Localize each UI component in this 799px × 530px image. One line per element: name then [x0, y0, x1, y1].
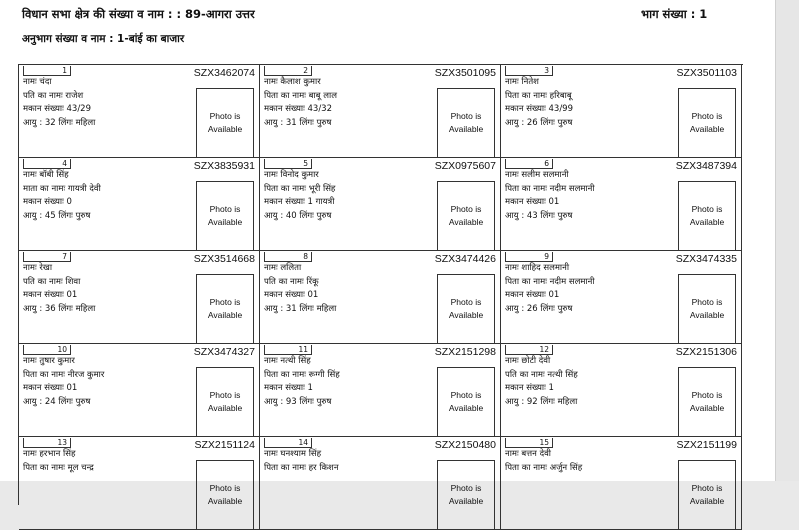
voter-name: नामः रेखा — [23, 263, 53, 273]
epic-number: SZX3501103 — [676, 67, 737, 79]
voter-info — [264, 355, 340, 409]
serial-number: 11 — [264, 345, 312, 355]
voter-name: नामः घनश्याम सिंह — [264, 449, 322, 459]
relation-name: पति का नामः राजेश — [23, 90, 84, 101]
voter-name: नामः छोटी देवी — [505, 356, 551, 366]
voter-card — [260, 344, 501, 437]
voter-name: नामः नत्थी सिंह — [264, 356, 311, 366]
voter-name: नामः चंदा — [23, 77, 52, 87]
serial-number: 7 — [23, 252, 71, 262]
voter-name: नामः हरभान सिंह — [23, 449, 76, 459]
serial-number: 2 — [264, 66, 312, 76]
voter-name: नामः सलीम सलमानी — [505, 170, 569, 180]
house-number — [505, 475, 582, 489]
voter-info — [505, 448, 582, 502]
photo-placeholder: Photo is Available — [196, 367, 254, 437]
house-number: मकान संख्याः 1 गायत्री — [264, 197, 335, 208]
age-gender — [264, 489, 339, 503]
age-gender — [23, 489, 94, 503]
epic-number: SZX3487394 — [675, 160, 737, 172]
photo-placeholder: Photo is Available — [678, 181, 736, 251]
voter-info — [264, 262, 336, 316]
voter-name: नामः विनोद कुमार — [264, 170, 319, 180]
photo-placeholder: Photo is Available — [437, 181, 495, 251]
voter-card — [501, 251, 742, 344]
relation-name: पति का नामः नत्थी सिंह — [505, 369, 578, 380]
age-gender: आयु : 45 लिंगः पुरुष — [23, 210, 91, 221]
age-gender: आयु : 36 लिंगः महिला — [23, 303, 96, 314]
voter-card — [260, 437, 501, 530]
photo-placeholder: Photo is Available — [437, 274, 495, 344]
voter-name: नामः ललिता — [264, 263, 302, 273]
voter-card — [19, 437, 260, 530]
epic-number: SZX2151124 — [194, 439, 255, 451]
photo-placeholder: Photo is Available — [437, 88, 495, 158]
house-number: मकान संख्याः 43/29 — [23, 104, 91, 115]
voter-card — [501, 344, 742, 437]
age-gender: आयु : 32 लिंगः महिला — [23, 117, 96, 128]
voter-card — [501, 158, 742, 251]
voter-info — [505, 169, 595, 223]
age-gender: आयु : 26 लिंगः पुरुष — [505, 117, 573, 128]
voter-card — [260, 158, 501, 251]
epic-number: SZX3835931 — [193, 160, 255, 172]
voter-name: नामः बत्तन देवी — [505, 449, 552, 459]
voter-info — [23, 169, 101, 223]
voter-info — [23, 76, 95, 130]
house-number: मकान संख्याः 1 — [264, 383, 313, 394]
relation-name: पिता का नामः नदीम सलमानी — [505, 183, 595, 194]
photo-placeholder: Photo is Available — [196, 181, 254, 251]
voter-name: नामः बॉबी सिंह — [23, 170, 69, 180]
relation-name: माता का नामः गायत्री देवी — [23, 183, 101, 194]
age-gender: आयु : 92 लिंगः महिला — [505, 396, 578, 407]
age-gender: आयु : 43 लिंगः पुरुष — [505, 210, 573, 221]
serial-number: 14 — [264, 438, 312, 448]
photo-placeholder: Photo is Available — [678, 460, 736, 530]
epic-number: SZX2150480 — [434, 439, 496, 451]
age-gender: आयु : 24 लिंगः पुरुष — [23, 396, 91, 407]
epic-number: SZX2151199 — [676, 439, 737, 451]
house-number: मकान संख्याः 0 — [23, 197, 72, 208]
voter-grid — [18, 64, 743, 505]
serial-number: 9 — [505, 252, 553, 262]
voter-card — [501, 65, 742, 158]
age-gender: आयु : 93 लिंगः पुरुष — [264, 396, 332, 407]
house-number: मकान संख्याः 01 — [23, 290, 78, 301]
relation-name: पिता का नामः अर्जुन सिंह — [505, 462, 583, 473]
house-number: मकान संख्याः 01 — [264, 290, 319, 301]
relation-name: पति का नामः रिंकू — [264, 276, 319, 287]
voter-info — [264, 76, 337, 130]
relation-name: पति का नामः शिवा — [23, 276, 81, 287]
photo-placeholder: Photo is Available — [196, 88, 254, 158]
voter-info — [505, 76, 573, 130]
voter-card — [501, 437, 742, 530]
relation-name: पिता का नामः बाबू लाल — [264, 90, 337, 101]
relation-name: पिता का नामः नदीम सलमानी — [505, 276, 595, 287]
photo-placeholder: Photo is Available — [678, 274, 736, 344]
age-gender: आयु : 31 लिंगः महिला — [264, 303, 337, 314]
epic-number: SZX3474426 — [434, 253, 496, 265]
voter-info — [23, 448, 94, 502]
serial-number: 5 — [264, 159, 312, 169]
voter-card — [260, 251, 501, 344]
photo-placeholder: Photo is Available — [196, 274, 254, 344]
voter-card — [19, 251, 260, 344]
house-number: मकान संख्याः 01 — [505, 290, 560, 301]
epic-number: SZX3501095 — [434, 67, 496, 79]
epic-number: SZX2151306 — [675, 346, 737, 358]
part-number: भाग संख्या : 1 — [641, 7, 708, 21]
voter-info — [23, 262, 95, 316]
epic-number: SZX2151298 — [434, 346, 496, 358]
voter-name: नामः नितेश — [505, 77, 539, 87]
voter-name: नामः तुषार कुमार — [23, 356, 75, 366]
age-gender: आयु : 26 लिंगः पुरुष — [505, 303, 573, 314]
relation-name: पिता का नामः मूल चन्द्र — [23, 462, 94, 473]
relation-name: पिता का नामः भूरी सिंह — [264, 183, 336, 194]
serial-number: 1 — [23, 66, 71, 76]
epic-number: SZX3462074 — [193, 67, 255, 79]
section-heading: अनुभाग संख्या व नाम : 1-बांई का बाजार — [22, 33, 185, 45]
voter-info — [23, 355, 104, 409]
voter-card — [19, 158, 260, 251]
relation-name: पिता का नामः रूग्गी सिंह — [264, 369, 340, 380]
house-number — [23, 475, 94, 489]
serial-number: 6 — [505, 159, 553, 169]
voter-info — [505, 355, 578, 409]
photo-placeholder: Photo is Available — [678, 88, 736, 158]
voter-info — [264, 169, 335, 223]
relation-name: पिता का नामः नीरज कुमार — [23, 369, 105, 380]
house-number: मकान संख्याः 1 — [505, 383, 554, 394]
voter-info — [505, 262, 595, 316]
voter-card — [19, 65, 260, 158]
voter-card — [260, 65, 501, 158]
epic-number: SZX3514668 — [193, 253, 255, 265]
photo-placeholder: Photo is Available — [437, 460, 495, 530]
serial-number: 10 — [23, 345, 71, 355]
epic-number: SZX3474335 — [675, 253, 737, 265]
serial-number: 8 — [264, 252, 312, 262]
serial-number: 13 — [23, 438, 71, 448]
photo-placeholder: Photo is Available — [437, 367, 495, 437]
house-number: मकान संख्याः 43/99 — [505, 104, 573, 115]
epic-number: SZX3474327 — [193, 346, 255, 358]
serial-number: 4 — [23, 159, 71, 169]
house-number — [264, 475, 339, 489]
viewer-scroll-area[interactable] — [775, 0, 799, 481]
voter-name: नामः शाहिद सलमानी — [505, 263, 570, 273]
relation-name: पिता का नामः हर किशन — [264, 462, 339, 473]
house-number: मकान संख्याः 01 — [23, 383, 78, 394]
house-number: मकान संख्याः 43/32 — [264, 104, 332, 115]
photo-placeholder: Photo is Available — [196, 460, 254, 530]
constituency-heading: विधान सभा क्षेत्र की संख्या व नाम : : 89-आगरा उत्तर — [22, 7, 255, 21]
epic-number: SZX0975607 — [434, 160, 496, 172]
age-gender: आयु : 31 लिंगः पुरुष — [264, 117, 332, 128]
voter-card — [19, 344, 260, 437]
voter-name: नामः कैलाश कुमार — [264, 77, 321, 87]
photo-placeholder: Photo is Available — [678, 367, 736, 437]
relation-name: पिता का नामः हरिबाबू — [505, 90, 572, 101]
serial-number: 15 — [505, 438, 553, 448]
serial-number: 12 — [505, 345, 553, 355]
voter-info — [264, 448, 339, 502]
house-number: मकान संख्याः 01 — [505, 197, 560, 208]
age-gender — [505, 489, 582, 503]
age-gender: आयु : 40 लिंगः पुरुष — [264, 210, 332, 221]
serial-number: 3 — [505, 66, 553, 76]
